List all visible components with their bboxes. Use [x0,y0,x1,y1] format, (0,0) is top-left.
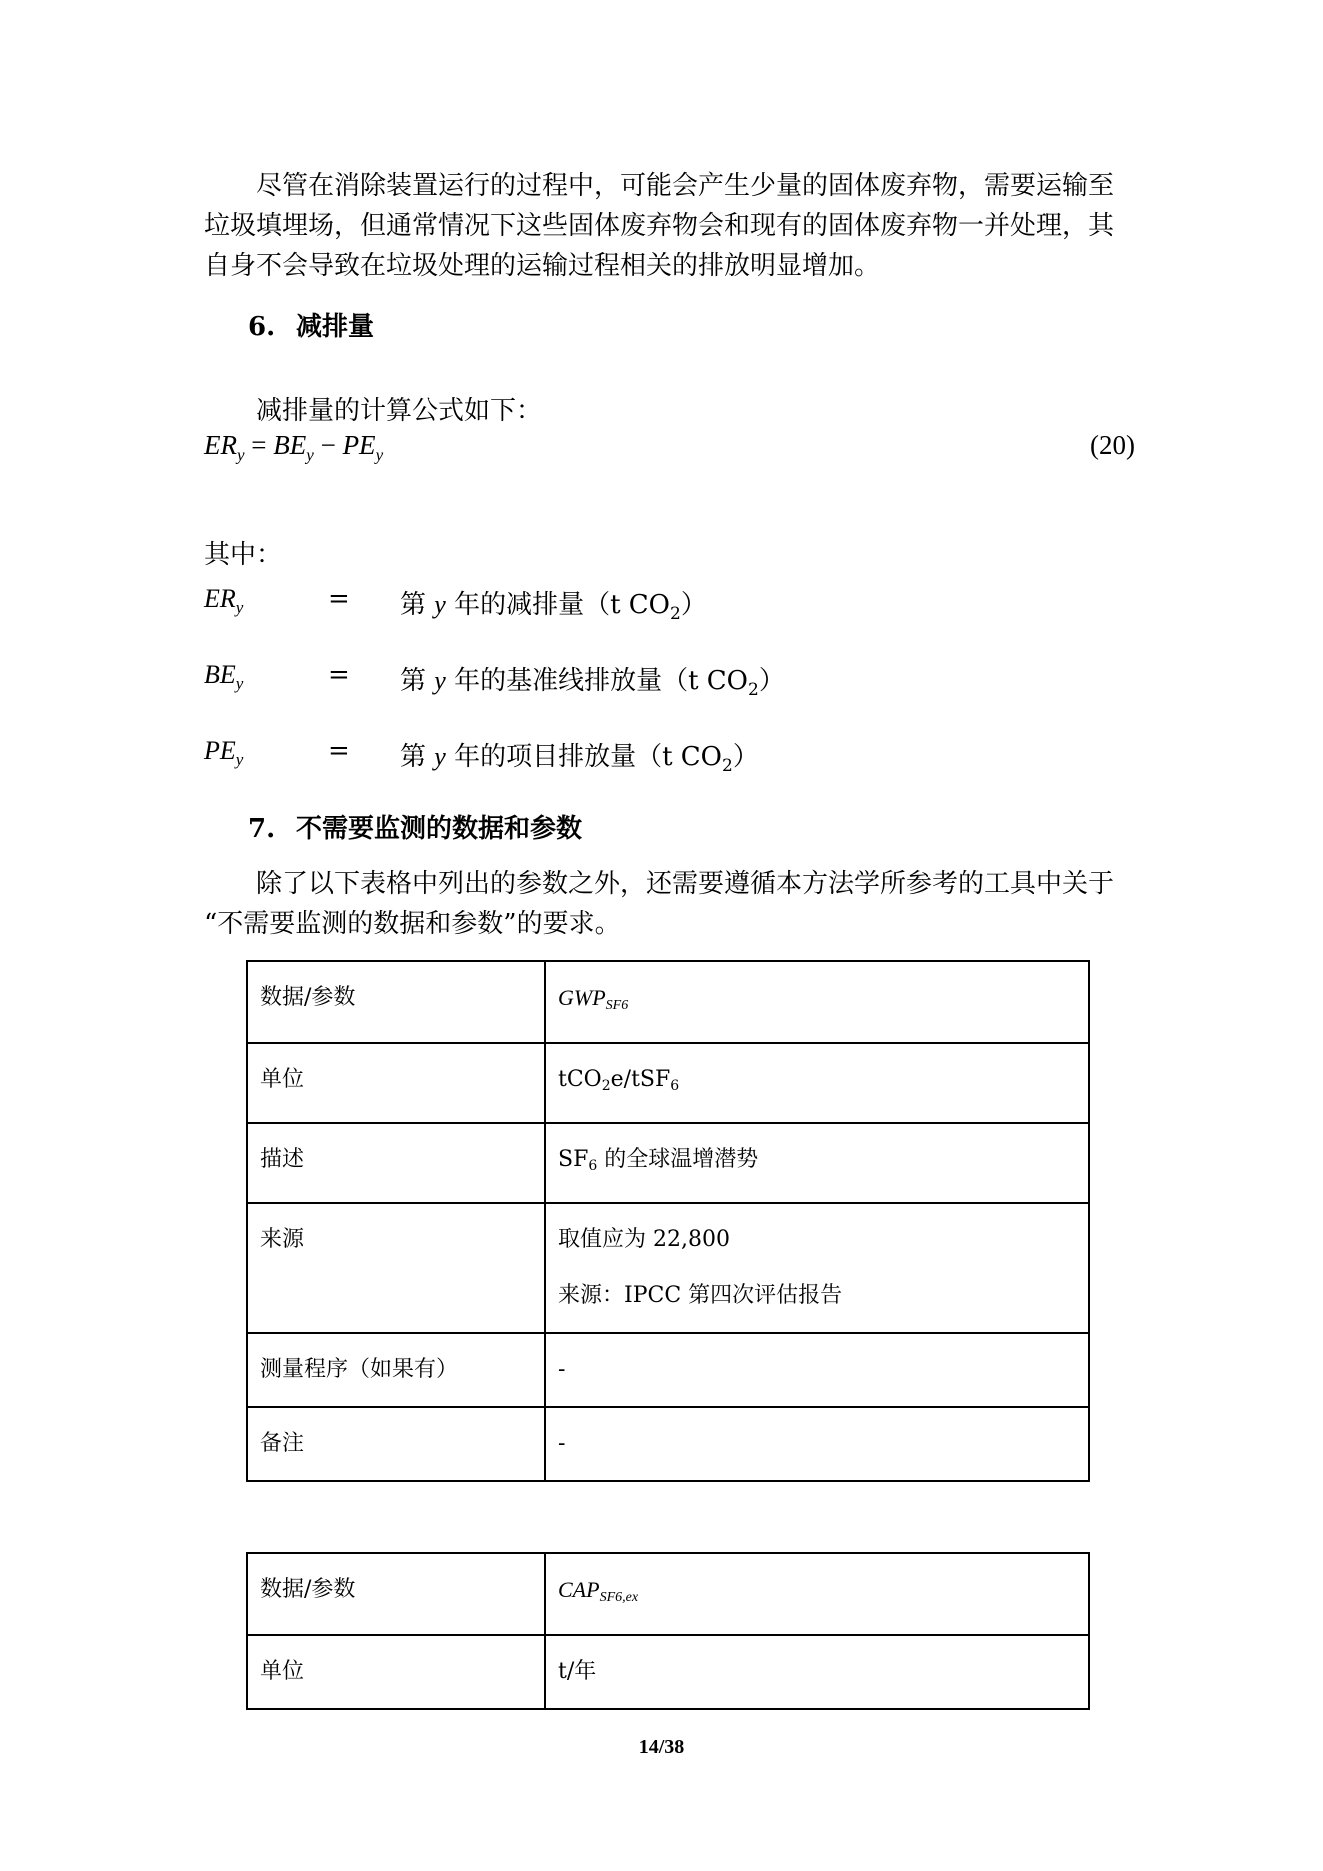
formula-er: ER [204,430,237,460]
table-cell-value [545,1203,1089,1333]
table-cell-key: 数据/参数 [247,1553,545,1635]
table-cell-key: 描述 [247,1123,545,1203]
formula-20 [204,430,383,465]
intro-line-3: 自身不会导致在垃圾处理的运输过程相关的排放明显增加。 [204,251,881,281]
variable-definition: 第 y 年的项目排放量（t $CO_2$） [400,742,759,777]
table-row [247,1043,1089,1123]
table-row [247,1635,1089,1709]
variable-symbol: $BE_y$ [204,660,244,694]
table-cell-key: 备注 [247,1407,545,1481]
table-cell-value: tCO2e/tSF6 [545,1043,1089,1123]
section-7-title: 不需要监测的数据和参数 [296,814,583,844]
formula-be: BE [273,430,307,460]
page-number: 14/38 [638,1736,685,1758]
table-row [247,1203,1089,1333]
variable-equals: = [328,584,350,614]
table-cell-key: 数据/参数 [247,961,545,1043]
table-row [247,961,1089,1043]
table-cell-value: - [545,1407,1089,1481]
variable-definition: 第 y 年的减排量（t $CO_2$） [400,590,707,625]
table-cell-value: t/年 [545,1635,1089,1709]
where-label: 其中： [204,540,283,570]
variable-symbol: $ER_y$ [204,584,244,618]
variable-row-er [204,584,1104,624]
variable-equals: = [328,660,350,690]
variable-equals: = [328,736,350,766]
formula-equals: = [244,430,274,460]
intro-line-2: 垃圾填埋场，但通常情况下这些固体废弃物会和现有的固体废弃物一并处理，其 [204,211,1115,241]
formula-minus: − [313,430,343,460]
table-row [247,1553,1089,1635]
section-7-paragraph [204,864,1134,944]
formula-pe-sub: y [375,445,384,465]
table-cell-value: - [545,1333,1089,1407]
table-cell-value: CAPSF6,ex [545,1553,1089,1635]
table-cell-key: 单位 [247,1043,545,1123]
equation-number: (20) [1090,430,1135,460]
parameter-table-gwp [246,960,1090,1482]
section-7-number: 7. [248,814,276,844]
formula-pe: PE [342,430,376,460]
section-7-heading [248,808,582,845]
section-7-line-1: 除了以下表格中列出的参数之外，还需要遵循本方法学所参考的工具中关于 [256,869,1115,899]
section-6-title: 减排量 [296,312,375,342]
table-cell-key: 测量程序（如果有） [247,1333,545,1407]
variable-row-be [204,660,1104,700]
variable-symbol: $PE_y$ [204,736,244,770]
table-row [247,1333,1089,1407]
table-row [247,1407,1089,1481]
section-6-number: 6. [248,312,276,342]
table-cell-value: GWPSF6 [545,961,1089,1043]
formula-er-sub: y [237,445,245,465]
variable-row-pe [204,736,1104,776]
section-7-line-2: “不需要监测的数据和参数”的要求。 [204,909,621,939]
source-line-2: 来源：IPCC 第四次评估报告 [558,1283,843,1308]
table-cell-value: SF6 的全球温增潜势 [545,1123,1089,1203]
variable-definition: 第 y 年的基准线排放量（t $CO_2$） [400,666,785,701]
section-6-heading [248,306,374,343]
formula-be-sub: y [306,445,314,465]
table-cell-key: 来源 [247,1203,545,1333]
parameter-table-cap [246,1552,1090,1710]
table-row [247,1123,1089,1203]
formula-lead: 减排量的计算公式如下： [256,396,543,426]
source-line-1: 取值应为 22,800 [558,1227,730,1252]
intro-paragraph [204,166,1134,286]
intro-line-1: 尽管在消除装置运行的过程中，可能会产生少量的固体废弃物，需要运输至 [256,171,1115,201]
table-cell-key: 单位 [247,1635,545,1709]
